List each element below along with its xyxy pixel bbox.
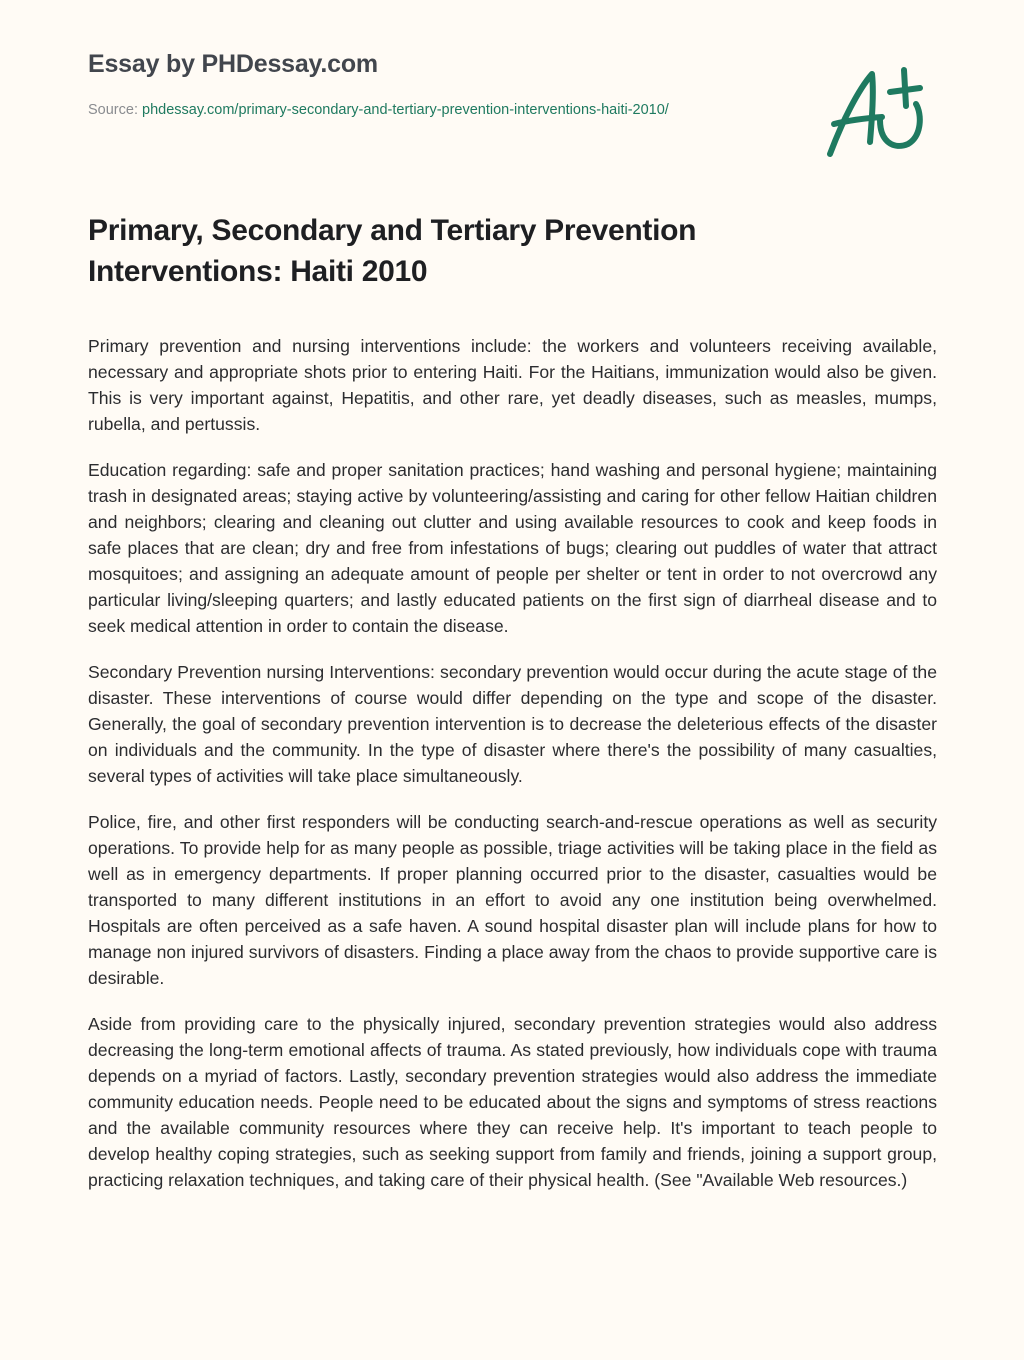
article-title: Primary, Secondary and Tertiary Prevention Interventions: Haiti 2010 [88, 214, 697, 288]
source-line [88, 100, 748, 121]
paragraph-emotional-effects: Aside from providing care to the physically injured, secondary prevention strategies would also address decreasing the long-term emotional affects of trauma. As stated previously, how individuals cope with trauma depends on a myriad of factors. Lastly, secondary prevention strategies would also address the immediate community education needs. People need to be educated about the signs and symptoms of stress reactions and the available community resources where they can receive help. It's important to teach people to develop healthy coping strategies, such as seeking support from family and friends, joining a support group, practicing relaxation techniques, and taking care of their physical health. (See "Available Web resources.) [88, 1014, 937, 1190]
source-link[interactable]: phdessay.com/primary-secondary-and-tertiary-prevention-interventions-haiti-2010/ [142, 102, 669, 118]
paragraph-secondary-prevention: Secondary Prevention nursing Interventions: secondary prevention would occur during the acute stage of the disaster. These interventions of course would differ depending on the type and scope of the disaster. Generally, the goal of secondary prevention intervention is to decrease the deleterious effects of the disaster on individuals and the community. In the type of disaster where there's the possibility of many casualties, several types of activities will take place simultaneously. [88, 662, 937, 786]
logo-a-crossbar [834, 117, 882, 124]
paragraph-education: Education regarding: safe and proper sanitation practices; hand washing and personal hygiene; maintaining trash in designated areas; staying active by volunteering/assisting and caring for other fellow Haitian children and neighbors; clearing and cleaning out clutter and using available resources to cook and keep foods in safe places that are clean; dry and free from infestations of bugs; clearing out puddles of water that attract mosquitoes; and assigning an adequate amount of people per shelter or tent in order to not overcrowd any particular living/sleeping quarters; and lastly educated patients on the first sign of diarrheal disease and to seek medical attention in order to contain the disease. [88, 460, 937, 636]
logo-swoosh [880, 104, 920, 146]
paragraph-first-responders: Police, fire, and other first responders will be conducting search-and-rescue operations as well as security operations. To provide help for as many people as possible, triage activities will be taking place in the field as well as in emergency departments. If proper planning occurred prior to the disaster, casualties would be transported to many different institutions in an effort to avoid any one institution being overwhelmed. Hospitals are often perceived as a safe haven. A sound hospital disaster plan will include plans for how to manage non injured survivors of disasters. Finding a place away from the chaos to provide supportive care is desirable. [88, 812, 937, 988]
a-plus-grade-icon [820, 62, 935, 162]
paragraph-primary-prevention: Primary prevention and nursing interventions include: the workers and volunteers receiving available, necessary and appropriate shots prior to entering Haiti. For the Haitians, immunization would also be given. This is very important against, Hepatitis, and other rare, yet deadly diseases, such as measles, mumps, rubella, and pertussis. [88, 336, 937, 434]
article-body [88, 333, 937, 1313]
logo-plus-vertical [904, 70, 906, 106]
logo-letter-a [830, 74, 873, 154]
source-label: Source: [88, 102, 138, 118]
site-brand: Essay by PHDessay.com [88, 50, 378, 78]
